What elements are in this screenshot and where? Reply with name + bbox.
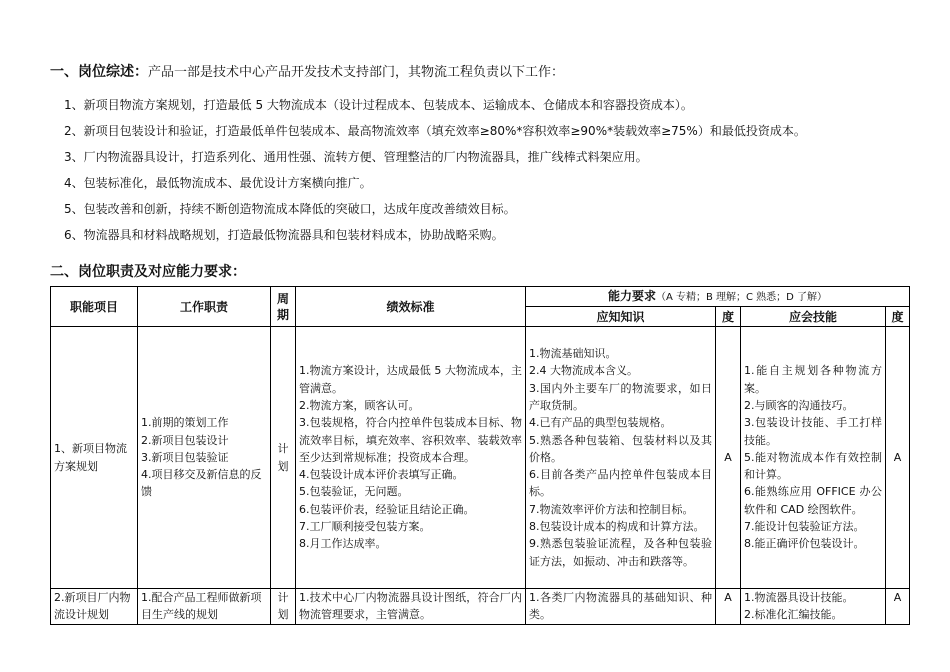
row2-period: 计划 <box>271 589 296 625</box>
skill-item: 5.能对物流成本作有效控制和计算。 <box>744 450 882 482</box>
knowledge-item: 9.熟悉包装验证流程，及各种包装验证方法，如振动、冲击和跌落等。 <box>529 537 712 568</box>
skill-item: 3.包装设计技能、手工打样技能。 <box>744 416 882 447</box>
row2-performance <box>296 589 526 625</box>
table-row <box>51 327 910 589</box>
performance-item: 6.包装评价表，经验证且结论正确。 <box>299 502 475 516</box>
header-period: 周期 <box>271 287 296 327</box>
section2-heading: 二、岗位职责及对应能力要求： <box>50 264 246 280</box>
row2-duties <box>138 589 271 625</box>
responsibility-table <box>50 286 910 625</box>
row1-degree1: A <box>716 327 741 589</box>
skill-item: 1.物流器具设计技能。 <box>744 591 854 604</box>
knowledge-item: 3.国内外主要车厂的物流要求，如日产取货制。 <box>529 381 712 412</box>
row1-performance <box>296 327 526 589</box>
row1-skills <box>741 327 886 589</box>
section1-heading: 一、岗位综述： <box>50 64 148 80</box>
knowledge-item: 1.各类厂内物流器具的基础知识、种类。 <box>529 591 712 622</box>
header-ability-label: 能力要求 <box>607 288 656 303</box>
header-function: 职能项目 <box>51 287 138 327</box>
performance-item: 2.物流方案，顾客认可。 <box>299 398 420 412</box>
knowledge-item: 8.包装设计成本的构成和计算方法。 <box>529 520 705 534</box>
row2-function: 2.新项目厂内物流设计规划 <box>51 589 138 625</box>
skill-item: 6.能熟练应用 OFFICE 办公软件和 CAD 绘图软件。 <box>744 485 882 516</box>
header-degree2: 度 <box>886 307 910 327</box>
duty-item: 4.项目移交及新信息的反馈 <box>141 468 262 499</box>
knowledge-item: 6.目前各类产品内控单件包装成本目标。 <box>529 468 712 499</box>
knowledge-item: 4.已有产品的典型包装规格。 <box>529 416 672 430</box>
skill-item: 2.标准化汇编技能。 <box>744 608 843 622</box>
header-ability <box>526 287 910 307</box>
performance-item: 5.包装验证，无问题。 <box>299 485 409 499</box>
row1-period: 计划 <box>271 327 296 589</box>
performance-item: 7.工厂顺利接受包装方案。 <box>299 520 431 534</box>
list-item: 6、物流器具和材料战略规划，打造最低物流器具和包装材料成本，协助战略采购。 <box>64 228 504 242</box>
row1-function: 1、新项目物流方案规划 <box>51 327 138 589</box>
row2-skills <box>741 589 886 625</box>
row2-knowledge <box>526 589 716 625</box>
performance-item: 8.月工作达成率。 <box>299 537 387 551</box>
row2-degree1: A <box>716 589 741 625</box>
row2-degree2: A <box>886 589 910 625</box>
list-item: 1、新项目物流方案规划，打造最低 5 大物流成本（设计过程成本、包装成本、运输成本、仓储成本和容器投资成本）。 <box>64 98 693 112</box>
row1-degree2: A <box>886 327 910 589</box>
header-knowledge: 应知知识 <box>526 307 716 327</box>
skill-item: 8.能正确评价包装设计。 <box>744 537 865 551</box>
knowledge-item: 5.熟悉各种包装箱、包装材料以及其价格。 <box>529 433 712 464</box>
row1-knowledge <box>526 327 716 589</box>
header-skills: 应会技能 <box>741 307 886 327</box>
duty-item: 2.新项目包装设计 <box>141 433 229 447</box>
list-item: 4、包装标准化，最低物流成本、最优设计方案横向推广。 <box>64 176 372 190</box>
header-ability-note: （A 专精；B 理解；C 熟悉；D 了解） <box>655 291 828 303</box>
list-item: 2、新项目包装设计和验证，打造最低单件包装成本、最高物流效率（填充效率≥80%*容积效率≥90%*装载效率≥75%）和最低投资成本。 <box>64 124 806 138</box>
section1-heading-line <box>50 61 564 81</box>
list-item: 5、包装改善和创新，持续不断创造物流成本降低的突破口，达成年度改善绩效目标。 <box>64 202 516 216</box>
performance-item: 1.物流方案设计，达成最低 5 大物流成本，主管满意。 <box>299 364 522 395</box>
table-row <box>51 589 910 625</box>
header-degree1: 度 <box>716 307 741 327</box>
duty-item: 1.配合产品工程师做新项目生产线的规划 <box>141 591 262 622</box>
skill-item: 2.与顾客的沟通技巧。 <box>744 398 854 412</box>
header-duty: 工作职责 <box>138 287 271 327</box>
performance-item: 4.包装设计成本评价表填写正确。 <box>299 468 464 482</box>
list-item: 3、厂内物流器具设计，打造系列化、通用性强、流转方便、管理整洁的厂内物流器具，推广线棒式料架应用。 <box>64 150 648 164</box>
knowledge-item: 1.物流基础知识。 <box>529 347 617 361</box>
row1-duties <box>138 327 271 589</box>
skill-item: 1.能自主规划各种物流方案。 <box>744 364 882 395</box>
header-performance: 绩效标准 <box>296 287 526 327</box>
knowledge-item: 7.物流效率评价方法和控制目标。 <box>529 502 694 516</box>
section1-intro: 产品一部是技术中心产品开发技术支持部门，其物流工程负责以下工作： <box>148 65 565 80</box>
performance-item: 1.技术中心厂内物流器具设计图纸，符合厂内物流管理要求，主管满意。 <box>299 591 522 622</box>
performance-item: 3.包装规格，符合内控单件包装成本目标、物流效率目标，填充效率、容积效率、装载效率至少达到常规标准；投资成本合理。 <box>299 416 522 464</box>
skill-item: 7.能设计包装验证方法。 <box>744 520 865 534</box>
duty-item: 1.前期的策划工作 <box>141 416 229 430</box>
duty-item: 3.新项目包装验证 <box>141 450 229 464</box>
knowledge-item: 2.4 大物流成本含义。 <box>529 364 638 378</box>
